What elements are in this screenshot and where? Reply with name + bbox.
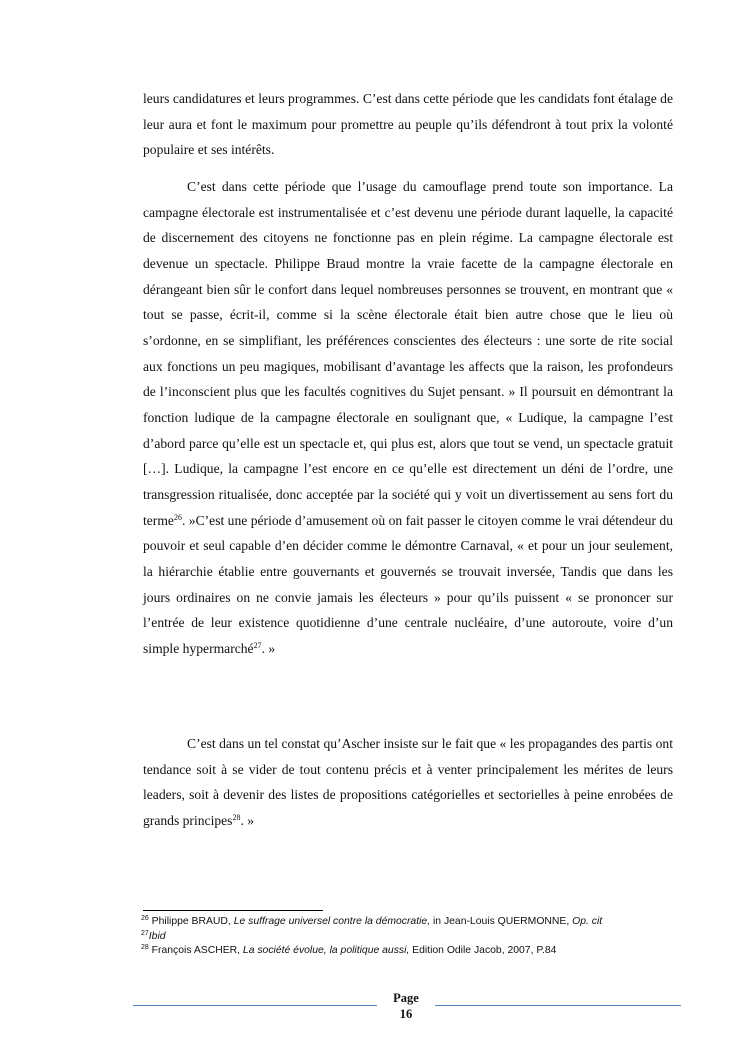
footnote-title: Ibid <box>148 930 166 942</box>
footnote-text: Philippe BRAUD, <box>148 916 234 927</box>
footnote-title: Le suffrage universel contre la démocratie, <box>233 916 431 927</box>
paragraph-3 <box>143 731 673 834</box>
paragraph-1 <box>143 86 673 163</box>
paragraph-text: C’est dans cette période que l’usage du camouflage prend toute son importance. La campagne électorale est instrumentalisée et c’est devenu une période durant laquelle, la capacité de discernement des citoyens ne fonctionne pas en plein régime. La campagne électorale est devenue un spectacle. Philippe Braud montre la vraie facette de la campagne électorale en dérangeant bien sûr le confort dans lequel nombreuses personnes se trouvent, en montrant que « tout se passe, écrit-il, comme si la scène électorale était bien autre chose que le lieu où s’ordonne, en se simplifiant, les préférences conscientes des électeurs : une sorte de rite social aux fonctions un peu magiques, mobilisant d’avantage les affects que la raison, les profondeurs de l’inconscient plus que les facultés cognitives du Sujet pensant. » Il poursuit en démontrant la fonction ludique de la campagne électorale en soulignant que, « Ludique, la campagne l’est d’abord parce qu’elle est un spectacle et, qui plus est, alors que tout se vend, un spectacle gratuit […]. Ludique, la campagne l’est encore en ce qu’elle est directement un déni de l’ordre, une transgression ritualisée, donc acceptée par la société qui y voit un divertissement au sens fort du terme <box>143 179 673 528</box>
footnote-number: 28 <box>141 944 149 951</box>
footnote-title: Op. cit <box>572 916 603 927</box>
page-number-block <box>382 990 430 1022</box>
footnote-ref: 26 <box>173 512 182 522</box>
page-footer <box>133 990 681 1026</box>
paragraph-2 <box>143 174 673 661</box>
footnote-ref: 28 <box>232 812 241 822</box>
footer-rule-left <box>133 1005 377 1006</box>
footnote-text: François ASCHER, <box>148 945 243 956</box>
footnote-title: La société évolue, la politique aussi, <box>242 945 410 956</box>
paragraph-text: C’est dans un tel constat qu’Ascher insiste sur le fait que « les propagandes des partis ont tendance soit à se vider de tout contenu précis et à venter principalement les mérites de leurs leaders, soit à devenir des listes de propositions catégorielles et sectorielles à peine enrobées de grands principes <box>143 736 673 828</box>
paragraph-text: . » <box>240 812 255 828</box>
footnote-ref: 27 <box>253 640 262 650</box>
footnotes <box>141 915 681 959</box>
paragraph-text: . »C’est une période d’amusement où on fait passer le citoyen comme le vrai détendeur du pouvoir et seul capable d’en décider comme le démontre Carnaval, « et pour un jour seulement, la hiérarchie établie entre gouvernants et gouvernés se trouvait inversée, Tandis que dans les jours ordinaires on ne convie jamais les électeurs » pour qu’ils puissent « se prononcer sur l’entrée de leur existence quotidienne d’une centrale nucléaire, d’une autoroute, voire d’un simple hypermarché <box>143 512 673 656</box>
footer-rule-right <box>435 1005 681 1006</box>
footnote-text: in Jean-Louis QUERMONNE, <box>430 916 573 927</box>
footnote-number: 26 <box>141 915 149 922</box>
footnote-28 <box>141 944 681 959</box>
paragraph-text: leurs candidatures et leurs programmes. C’est dans cette période que les candidats font étalage de leur aura et font le maximum pour promettre au peuple qu’ils défendront à tout prix la volonté populaire et ses intérêts. <box>143 91 673 158</box>
footnote-text: Edition Odile Jacob, 2007, P.84 <box>409 945 557 956</box>
footnote-separator <box>143 910 323 911</box>
footnote-number: 27 <box>141 929 149 937</box>
footnote-26 <box>141 915 681 930</box>
page-label: Page <box>393 991 419 1005</box>
paragraph-text: . » <box>261 640 276 656</box>
page-number: 16 <box>399 1007 413 1021</box>
footnote-27 <box>141 930 681 945</box>
